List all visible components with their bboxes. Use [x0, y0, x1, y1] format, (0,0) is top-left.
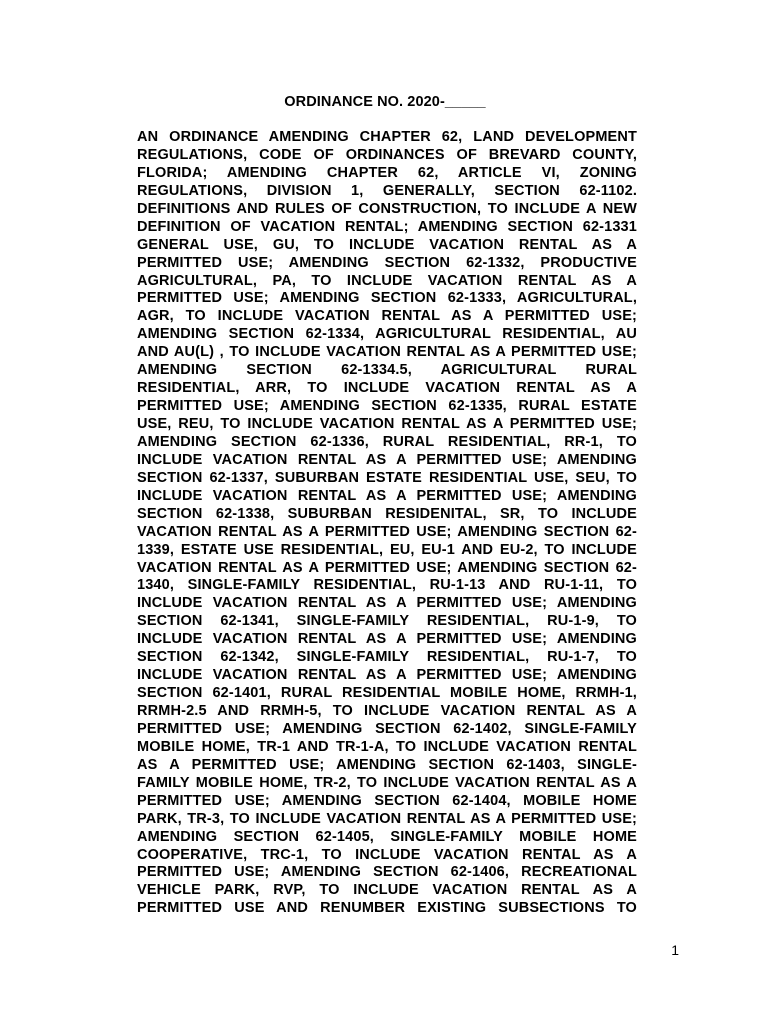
body-line: SECTION 62-1401, RURAL RESIDENTIAL MOBILE HOME, RRMH-1,	[137, 685, 637, 702]
body-line: INCLUDE VACATION RENTAL AS A PERMITTED USE; AMENDING	[137, 451, 637, 468]
page-number: 1	[671, 942, 679, 958]
body-line: PERMITTED USE; AMENDING SECTION 62-1332, PRODUCTIVE	[137, 254, 637, 271]
body-line: RESIDENTIAL, ARR, TO INCLUDE VACATION RENTAL AS A	[137, 380, 637, 397]
body-line: INCLUDE VACATION RENTAL AS A PERMITTED USE; AMENDING	[137, 595, 637, 612]
ordinance-title: ORDINANCE NO. 2020-_____	[284, 94, 486, 110]
body-line: DEFINITION OF VACATION RENTAL; AMENDING SECTION 62-1331	[137, 218, 637, 235]
body-line: AN ORDINANCE AMENDING CHAPTER 62, LAND DEVELOPMENT	[137, 129, 637, 145]
body-line: SECTION 62-1342, SINGLE-FAMILY RESIDENTIAL, RU-1-7, TO	[137, 649, 637, 666]
body-line: MOBILE HOME, TR-1 AND TR-1-A, TO INCLUDE VACATION RENTAL	[137, 738, 637, 755]
body-line: VACATION RENTAL AS A PERMITTED USE; AMENDING SECTION 62-	[137, 559, 637, 576]
body-line: INCLUDE VACATION RENTAL AS A PERMITTED USE; AMENDING	[137, 631, 637, 648]
body-line: SECTION 62-1338, SUBURBAN RESIDENITAL, SR, TO INCLUDE	[137, 505, 637, 522]
body-line: AS A PERMITTED USE; AMENDING SECTION 62-1403, SINGLE-	[137, 756, 637, 773]
body-line: VACATION RENTAL AS A PERMITTED USE; AMENDING SECTION 62-	[137, 523, 637, 540]
body-line: FLORIDA; AMENDING CHAPTER 62, ARTICLE VI, ZONING	[137, 164, 637, 181]
body-line: AND AU(L) , TO INCLUDE VACATION RENTAL AS A PERMITTED USE;	[137, 344, 637, 361]
body-line: VEHICLE PARK, RVP, TO INCLUDE VACATION RENTAL AS A	[137, 882, 637, 899]
body-line: AGR, TO INCLUDE VACATION RENTAL AS A PERMITTED USE;	[137, 308, 637, 325]
body-line: 1339, ESTATE USE RESIDENTIAL, EU, EU-1 AND EU-2, TO INCLUDE	[137, 541, 637, 558]
body-line: INCLUDE VACATION RENTAL AS A PERMITTED USE; AMENDING	[137, 667, 637, 684]
body-line: SECTION 62-1337, SUBURBAN ESTATE RESIDENTIAL USE, SEU, TO	[137, 469, 637, 486]
body-line: 1340, SINGLE-FAMILY RESIDENTIAL, RU-1-13 AND RU-1-11, TO	[137, 577, 637, 594]
body-line: COOPERATIVE, TRC-1, TO INCLUDE VACATION RENTAL AS A	[137, 846, 637, 863]
body-line: PERMITTED USE; AMENDING SECTION 62-1404, MOBILE HOME	[137, 792, 637, 809]
ordinance-body	[137, 129, 637, 918]
body-line: PERMITTED USE; AMENDING SECTION 62-1335, RURAL ESTATE	[137, 398, 637, 415]
body-line: INCLUDE VACATION RENTAL AS A PERMITTED USE; AMENDING	[137, 487, 637, 504]
body-line: REGULATIONS, DIVISION 1, GENERALLY, SECTION 62-1102.	[137, 182, 637, 199]
body-line: AGRICULTURAL, PA, TO INCLUDE VACATION RENTAL AS A	[137, 272, 637, 289]
body-line: PERMITTED USE; AMENDING SECTION 62-1406, RECREATIONAL	[137, 864, 637, 881]
body-line: PERMITTED USE AND RENUMBER EXISTING SUBSECTIONS TO	[137, 900, 637, 917]
body-line: AMENDING SECTION 62-1405, SINGLE-FAMILY MOBILE HOME	[137, 828, 637, 845]
body-line: FAMILY MOBILE HOME, TR-2, TO INCLUDE VACATION RENTAL AS A	[137, 774, 637, 791]
body-line: AMENDING SECTION 62-1336, RURAL RESIDENTIAL, RR-1, TO	[137, 433, 637, 450]
body-line: USE, REU, TO INCLUDE VACATION RENTAL AS A PERMITTED USE;	[137, 416, 637, 432]
body-line: PERMITTED USE; AMENDING SECTION 62-1402, SINGLE-FAMILY	[137, 720, 637, 737]
body-line: AMENDING SECTION 62-1334.5, AGRICULTURAL RURAL	[137, 362, 637, 379]
body-line: REGULATIONS, CODE OF ORDINANCES OF BREVARD COUNTY,	[137, 146, 637, 163]
body-line: DEFINITIONS AND RULES OF CONSTRUCTION, TO INCLUDE A NEW	[137, 200, 637, 217]
body-line: PARK, TR-3, TO INCLUDE VACATION RENTAL AS A PERMITTED USE;	[137, 810, 637, 827]
body-line: GENERAL USE, GU, TO INCLUDE VACATION RENTAL AS A	[137, 236, 637, 253]
body-line: PERMITTED USE; AMENDING SECTION 62-1333, AGRICULTURAL,	[137, 290, 637, 307]
body-line: SECTION 62-1341, SINGLE-FAMILY RESIDENTIAL, RU-1-9, TO	[137, 613, 637, 630]
body-line: AMENDING SECTION 62-1334, AGRICULTURAL RESIDENTIAL, AU	[137, 326, 637, 343]
body-line: RRMH-2.5 AND RRMH-5, TO INCLUDE VACATION RENTAL AS A	[137, 703, 637, 719]
